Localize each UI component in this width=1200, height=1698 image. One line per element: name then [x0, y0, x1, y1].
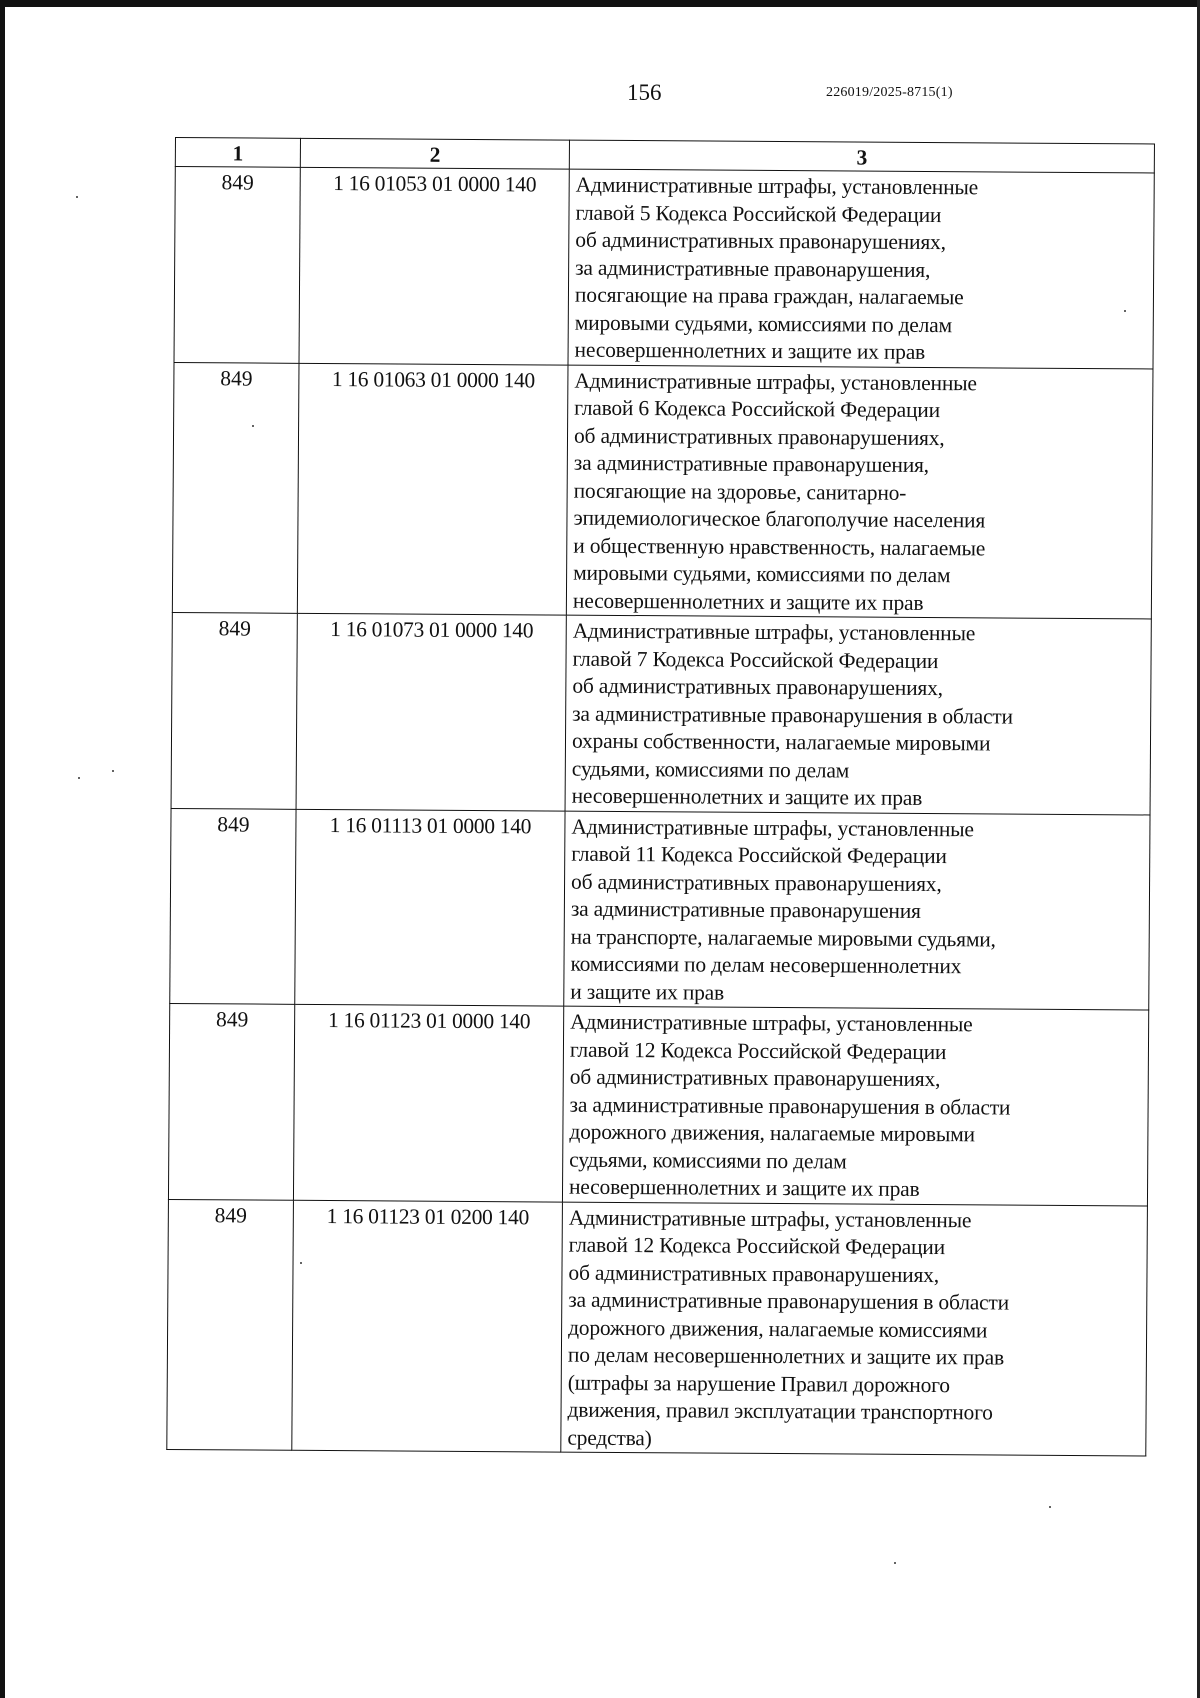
scan-speck [78, 777, 80, 779]
description-line: и защите их прав [570, 979, 725, 1005]
description-line: главой 12 Кодекса Российской Федерации [568, 1232, 946, 1260]
page-number: 156 [627, 80, 662, 105]
column-header-2: 2 [300, 138, 569, 169]
description-line: и общественную нравственность, налагаемые [573, 533, 986, 560]
description-line: несовершеннолетних и защите их прав [571, 783, 923, 810]
kbk-code-cell: 1 16 01113 01 0000 140 [295, 809, 565, 1006]
admin-code-cell: 849 [170, 808, 296, 1004]
description-line: несовершеннолетних и защите их прав [568, 1174, 920, 1201]
description-line: судьями, комиссиями по делам [569, 1147, 847, 1173]
description-line: об административных правонарушениях, [569, 1064, 941, 1092]
scan-border-left [0, 0, 5, 1698]
description-line: об административных правонарушениях, [568, 1260, 940, 1287]
kbk-code-cell: 1 16 01073 01 0000 140 [296, 613, 566, 810]
admin-code-cell: 849 [174, 167, 300, 363]
kbk-code-cell: 1 16 01123 01 0000 140 [293, 1004, 563, 1201]
description-line: за административные правонарушения в области [568, 1287, 1010, 1315]
description-cell [568, 169, 1154, 368]
description-line: за административные правонарушения [570, 896, 921, 923]
table-body [167, 167, 1154, 1456]
table-row [168, 1003, 1148, 1205]
description-line: Административные штрафы, установленные [568, 1205, 972, 1232]
description-line: об административных правонарушениях, [570, 869, 942, 896]
description-line: главой 6 Кодекса Российской Федерации [574, 395, 941, 423]
description-line: мировыми судьями, комиссиями по делам [574, 310, 953, 337]
table-row [167, 1199, 1148, 1456]
admin-code-cell: 849 [168, 1003, 294, 1199]
description-line: по делам несовершеннолетних и защите их прав [567, 1342, 1005, 1370]
description-cell [564, 811, 1150, 1010]
table-row [170, 808, 1150, 1010]
document-reference: 226019/2025-8715(1) [826, 85, 953, 100]
description-line: за административные правонарушения в области [572, 701, 1013, 729]
description-line: охраны собственности, налагаемые мировыми [571, 728, 991, 756]
admin-code-cell: 849 [167, 1199, 294, 1450]
description-line: Административные штрафы, установленные [571, 814, 974, 841]
admin-code-cell: 849 [172, 362, 299, 613]
description-line: дорожного движения, налагаемые комиссиями [568, 1315, 988, 1342]
scan-speck [76, 196, 78, 198]
scan-speck [112, 770, 114, 772]
description-line: посягающие на права граждан, налагаемые [574, 282, 964, 310]
description-line: главой 12 Кодекса Российской Федерации [569, 1037, 947, 1064]
description-cell [562, 1006, 1148, 1205]
description-line: Административные штрафы, установленные [572, 618, 976, 646]
scan-speck [894, 1562, 896, 1564]
description-line: судьями, комиссиями по делам [571, 756, 850, 782]
description-line: несовершеннолетних и защите их прав [574, 337, 926, 364]
description-line: Административные штрафы, установленные [574, 368, 977, 395]
kbk-code-cell: 1 16 01123 01 0200 140 [292, 1200, 563, 1452]
scan-speck [1049, 1506, 1051, 1508]
description-line: за административные правонарушения в области [569, 1092, 1011, 1120]
description-line: за административные правонарушения, [573, 450, 929, 478]
admin-code-cell: 849 [171, 612, 297, 808]
kbk-code-cell: 1 16 01053 01 0000 140 [299, 167, 569, 364]
description-line: об административных правонарушениях, [575, 227, 946, 255]
scan-speck [1124, 310, 1126, 312]
description-line: эпидемиологическое благополучие населения [573, 505, 986, 533]
description-cell [561, 1202, 1148, 1456]
description-line: комиссиями по делам несовершеннолетних [570, 951, 962, 979]
table-row [172, 362, 1153, 619]
description-line: движения, правил эксплуатации транспортного [567, 1397, 993, 1425]
description-line: об административных правонарушениях, [573, 423, 945, 450]
scan-speck [300, 1262, 302, 1264]
budget-codes-table [166, 137, 1155, 1456]
table-row [174, 167, 1154, 369]
description-line: главой 11 Кодекса Российской Федерации [571, 841, 947, 869]
description-line: несовершеннолетних и защите их прав [572, 588, 924, 615]
description-line: на транспорте, налагаемые мировыми судьями, [570, 924, 996, 951]
description-line: главой 5 Кодекса Российской Федерации [575, 200, 942, 227]
column-header-1: 1 [175, 138, 300, 168]
description-line: за административные правонарушения, [575, 255, 931, 282]
description-line: Административные штрафы, установленные [570, 1009, 973, 1037]
description-line: средства) [567, 1425, 652, 1450]
kbk-code-cell: 1 16 01063 01 0000 140 [297, 363, 568, 615]
description-line: мировыми судьями, комиссиями по делам [573, 560, 951, 588]
description-line: Административные штрафы, установленные [575, 172, 979, 200]
description-cell [566, 365, 1153, 619]
column-header-3: 3 [569, 140, 1154, 173]
description-cell [565, 615, 1151, 814]
scan-speck [252, 425, 254, 427]
description-line: (штрафы за нарушение Правил дорожного [567, 1370, 950, 1397]
description-line: об административных правонарушениях, [572, 673, 943, 701]
description-line: главой 7 Кодекса Российской Федерации [572, 646, 939, 673]
scan-border-top [0, 0, 1200, 7]
table-row [171, 612, 1151, 814]
description-line: дорожного движения, налагаемые мировыми [569, 1119, 975, 1147]
description-line: посягающие на здоровье, санитарно- [573, 478, 907, 505]
